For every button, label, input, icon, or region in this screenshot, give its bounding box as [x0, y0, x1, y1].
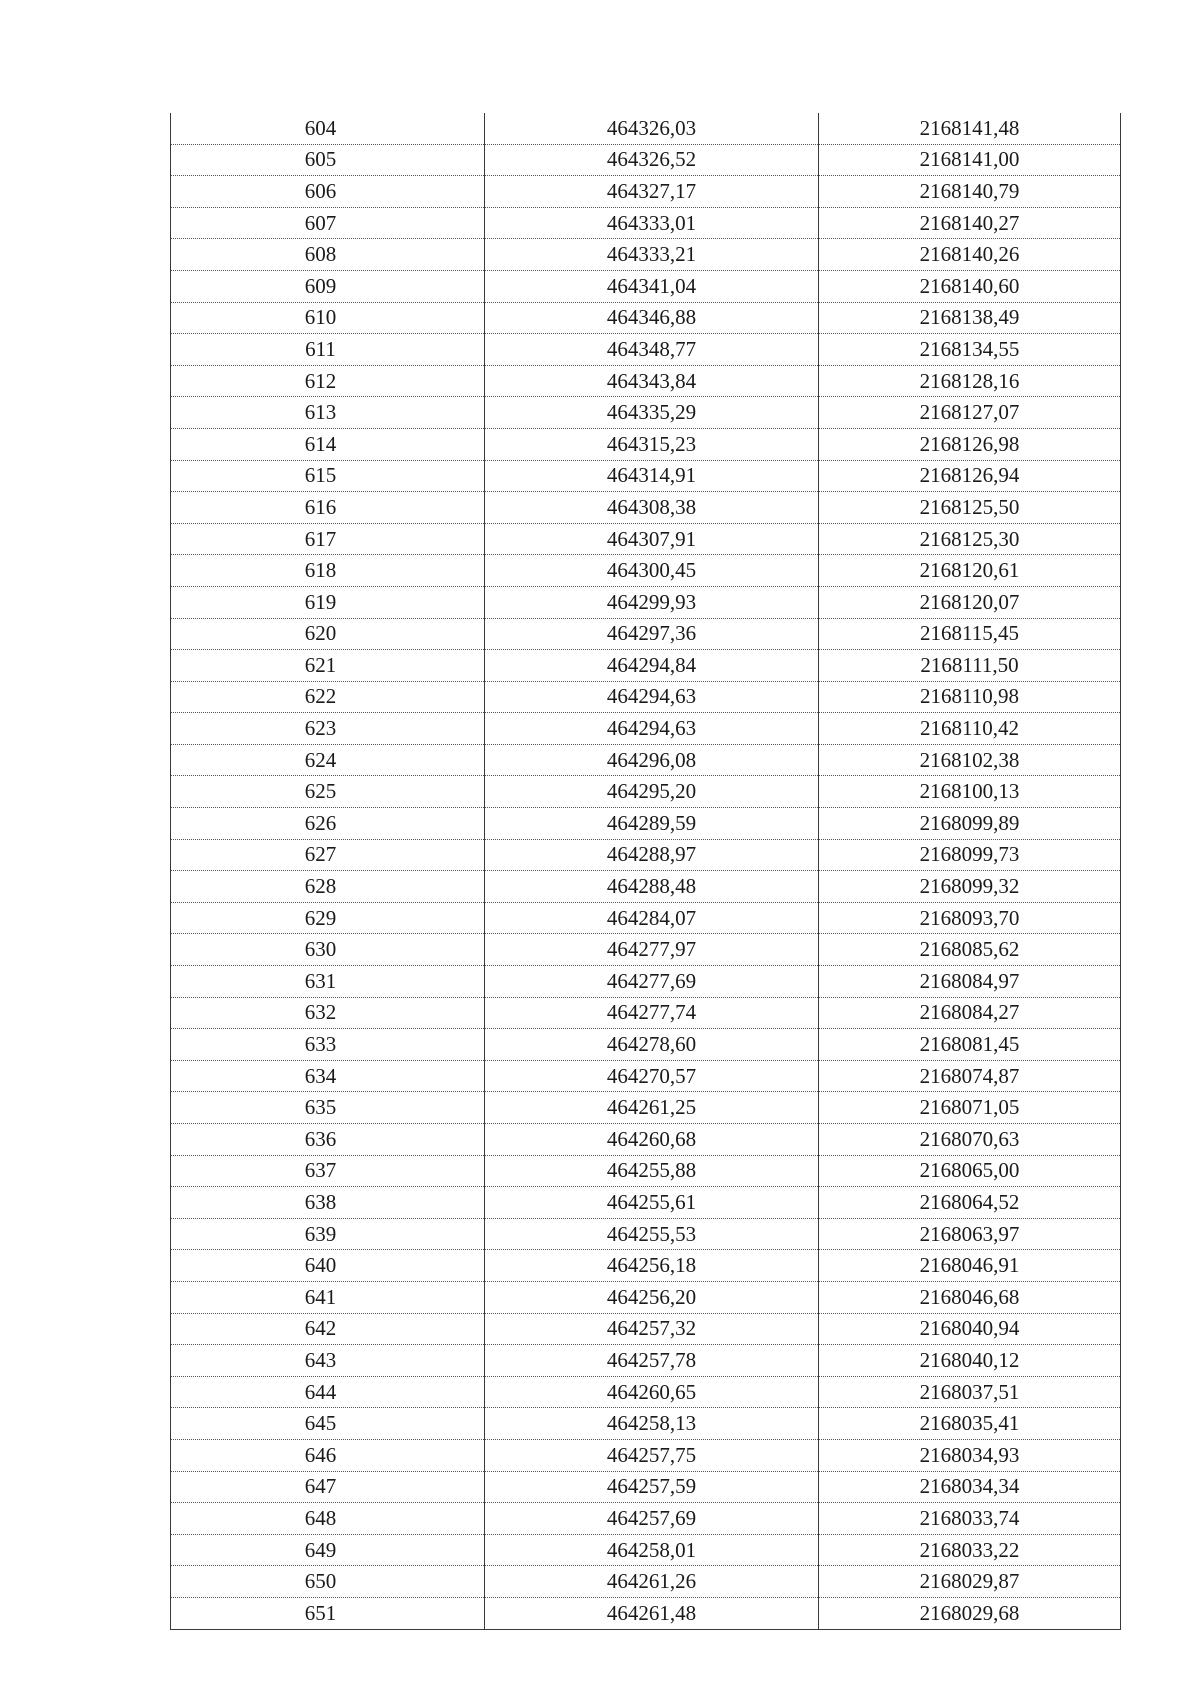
point-number-cell: 629 — [171, 902, 485, 934]
table-row — [171, 492, 1121, 524]
y-coordinate-cell: 2168046,91 — [819, 1250, 1121, 1282]
x-coordinate-cell: 464294,63 — [485, 713, 819, 745]
table-row — [171, 365, 1121, 397]
y-coordinate-cell: 2168120,07 — [819, 586, 1121, 618]
table-row — [171, 1281, 1121, 1313]
point-number-cell: 621 — [171, 650, 485, 682]
table-row — [171, 207, 1121, 239]
x-coordinate-cell: 464297,36 — [485, 618, 819, 650]
x-coordinate-cell: 464326,03 — [485, 113, 819, 144]
y-coordinate-cell: 2168126,94 — [819, 460, 1121, 492]
y-coordinate-cell: 2168127,07 — [819, 397, 1121, 429]
x-coordinate-cell: 464314,91 — [485, 460, 819, 492]
y-coordinate-cell: 2168140,79 — [819, 176, 1121, 208]
y-coordinate-cell: 2168033,22 — [819, 1534, 1121, 1566]
x-coordinate-cell: 464289,59 — [485, 808, 819, 840]
point-number-cell: 625 — [171, 776, 485, 808]
y-coordinate-cell: 2168111,50 — [819, 650, 1121, 682]
point-number-cell: 649 — [171, 1534, 485, 1566]
y-coordinate-cell: 2168110,98 — [819, 681, 1121, 713]
point-number-cell: 636 — [171, 1124, 485, 1156]
y-coordinate-cell: 2168035,41 — [819, 1408, 1121, 1440]
table-row — [171, 1471, 1121, 1503]
point-number-cell: 615 — [171, 460, 485, 492]
x-coordinate-cell: 464288,48 — [485, 871, 819, 903]
table-row — [171, 1534, 1121, 1566]
table-row — [171, 428, 1121, 460]
x-coordinate-cell: 464294,84 — [485, 650, 819, 682]
x-coordinate-cell: 464343,84 — [485, 365, 819, 397]
coordinates-table — [170, 113, 1121, 1630]
point-number-cell: 638 — [171, 1187, 485, 1219]
y-coordinate-cell: 2168040,94 — [819, 1313, 1121, 1345]
y-coordinate-cell: 2168140,26 — [819, 239, 1121, 271]
table-row — [171, 1250, 1121, 1282]
table-row — [171, 902, 1121, 934]
table-row — [171, 397, 1121, 429]
point-number-cell: 612 — [171, 365, 485, 397]
point-number-cell: 607 — [171, 207, 485, 239]
x-coordinate-cell: 464335,29 — [485, 397, 819, 429]
y-coordinate-cell: 2168085,62 — [819, 934, 1121, 966]
table-row — [171, 270, 1121, 302]
point-number-cell: 646 — [171, 1439, 485, 1471]
table-row — [171, 1218, 1121, 1250]
point-number-cell: 609 — [171, 270, 485, 302]
y-coordinate-cell: 2168099,32 — [819, 871, 1121, 903]
y-coordinate-cell: 2168141,00 — [819, 144, 1121, 176]
x-coordinate-cell: 464270,57 — [485, 1060, 819, 1092]
y-coordinate-cell: 2168034,93 — [819, 1439, 1121, 1471]
table-row — [171, 1503, 1121, 1535]
x-coordinate-cell: 464300,45 — [485, 555, 819, 587]
x-coordinate-cell: 464260,68 — [485, 1124, 819, 1156]
point-number-cell: 641 — [171, 1281, 485, 1313]
point-number-cell: 622 — [171, 681, 485, 713]
coordinates-table-body — [171, 113, 1121, 1629]
y-coordinate-cell: 2168070,63 — [819, 1124, 1121, 1156]
y-coordinate-cell: 2168125,50 — [819, 492, 1121, 524]
x-coordinate-cell: 464255,61 — [485, 1187, 819, 1219]
y-coordinate-cell: 2168126,98 — [819, 428, 1121, 460]
table-row — [171, 1029, 1121, 1061]
x-coordinate-cell: 464260,65 — [485, 1376, 819, 1408]
point-number-cell: 611 — [171, 334, 485, 366]
y-coordinate-cell: 2168040,12 — [819, 1345, 1121, 1377]
x-coordinate-cell: 464346,88 — [485, 302, 819, 334]
table-row — [171, 839, 1121, 871]
y-coordinate-cell: 2168029,87 — [819, 1566, 1121, 1598]
x-coordinate-cell: 464256,18 — [485, 1250, 819, 1282]
x-coordinate-cell: 464261,48 — [485, 1597, 819, 1629]
table-row — [171, 176, 1121, 208]
y-coordinate-cell: 2168084,27 — [819, 997, 1121, 1029]
y-coordinate-cell: 2168102,38 — [819, 744, 1121, 776]
x-coordinate-cell: 464257,69 — [485, 1503, 819, 1535]
y-coordinate-cell: 2168065,00 — [819, 1155, 1121, 1187]
y-coordinate-cell: 2168115,45 — [819, 618, 1121, 650]
point-number-cell: 626 — [171, 808, 485, 840]
x-coordinate-cell: 464277,97 — [485, 934, 819, 966]
x-coordinate-cell: 464257,78 — [485, 1345, 819, 1377]
y-coordinate-cell: 2168037,51 — [819, 1376, 1121, 1408]
table-row — [171, 1345, 1121, 1377]
x-coordinate-cell: 464315,23 — [485, 428, 819, 460]
y-coordinate-cell: 2168029,68 — [819, 1597, 1121, 1629]
point-number-cell: 639 — [171, 1218, 485, 1250]
point-number-cell: 624 — [171, 744, 485, 776]
table-row — [171, 1597, 1121, 1629]
table-row — [171, 1092, 1121, 1124]
y-coordinate-cell: 2168064,52 — [819, 1187, 1121, 1219]
table-row — [171, 460, 1121, 492]
x-coordinate-cell: 464333,01 — [485, 207, 819, 239]
x-coordinate-cell: 464294,63 — [485, 681, 819, 713]
x-coordinate-cell: 464261,25 — [485, 1092, 819, 1124]
point-number-cell: 619 — [171, 586, 485, 618]
y-coordinate-cell: 2168063,97 — [819, 1218, 1121, 1250]
table-row — [171, 1060, 1121, 1092]
point-number-cell: 623 — [171, 713, 485, 745]
table-row — [171, 1566, 1121, 1598]
y-coordinate-cell: 2168110,42 — [819, 713, 1121, 745]
point-number-cell: 613 — [171, 397, 485, 429]
x-coordinate-cell: 464299,93 — [485, 586, 819, 618]
table-row — [171, 1124, 1121, 1156]
table-row — [171, 113, 1121, 144]
table-row — [171, 744, 1121, 776]
x-coordinate-cell: 464277,69 — [485, 966, 819, 998]
y-coordinate-cell: 2168099,89 — [819, 808, 1121, 840]
x-coordinate-cell: 464308,38 — [485, 492, 819, 524]
y-coordinate-cell: 2168046,68 — [819, 1281, 1121, 1313]
table-row — [171, 334, 1121, 366]
point-number-cell: 617 — [171, 523, 485, 555]
table-row — [171, 871, 1121, 903]
table-row — [171, 776, 1121, 808]
point-number-cell: 630 — [171, 934, 485, 966]
y-coordinate-cell: 2168074,87 — [819, 1060, 1121, 1092]
x-coordinate-cell: 464261,26 — [485, 1566, 819, 1598]
point-number-cell: 614 — [171, 428, 485, 460]
table-row — [171, 934, 1121, 966]
x-coordinate-cell: 464278,60 — [485, 1029, 819, 1061]
point-number-cell: 648 — [171, 1503, 485, 1535]
point-number-cell: 628 — [171, 871, 485, 903]
x-coordinate-cell: 464341,04 — [485, 270, 819, 302]
y-coordinate-cell: 2168134,55 — [819, 334, 1121, 366]
table-row — [171, 681, 1121, 713]
table-row — [171, 966, 1121, 998]
table-row — [171, 713, 1121, 745]
x-coordinate-cell: 464258,01 — [485, 1534, 819, 1566]
x-coordinate-cell: 464327,17 — [485, 176, 819, 208]
y-coordinate-cell: 2168100,13 — [819, 776, 1121, 808]
x-coordinate-cell: 464296,08 — [485, 744, 819, 776]
table-row — [171, 586, 1121, 618]
x-coordinate-cell: 464256,20 — [485, 1281, 819, 1313]
point-number-cell: 643 — [171, 1345, 485, 1377]
x-coordinate-cell: 464284,07 — [485, 902, 819, 934]
x-coordinate-cell: 464257,32 — [485, 1313, 819, 1345]
x-coordinate-cell: 464255,88 — [485, 1155, 819, 1187]
y-coordinate-cell: 2168084,97 — [819, 966, 1121, 998]
table-row — [171, 302, 1121, 334]
table-row — [171, 1155, 1121, 1187]
point-number-cell: 632 — [171, 997, 485, 1029]
x-coordinate-cell: 464348,77 — [485, 334, 819, 366]
point-number-cell: 634 — [171, 1060, 485, 1092]
x-coordinate-cell: 464333,21 — [485, 239, 819, 271]
point-number-cell: 616 — [171, 492, 485, 524]
table-row — [171, 555, 1121, 587]
point-number-cell: 618 — [171, 555, 485, 587]
point-number-cell: 610 — [171, 302, 485, 334]
x-coordinate-cell: 464257,59 — [485, 1471, 819, 1503]
table-row — [171, 618, 1121, 650]
x-coordinate-cell: 464295,20 — [485, 776, 819, 808]
y-coordinate-cell: 2168099,73 — [819, 839, 1121, 871]
table-row — [171, 1408, 1121, 1440]
point-number-cell: 627 — [171, 839, 485, 871]
y-coordinate-cell: 2168093,70 — [819, 902, 1121, 934]
y-coordinate-cell: 2168033,74 — [819, 1503, 1121, 1535]
point-number-cell: 620 — [171, 618, 485, 650]
x-coordinate-cell: 464255,53 — [485, 1218, 819, 1250]
point-number-cell: 606 — [171, 176, 485, 208]
point-number-cell: 650 — [171, 1566, 485, 1598]
table-row — [171, 144, 1121, 176]
point-number-cell: 647 — [171, 1471, 485, 1503]
x-coordinate-cell: 464277,74 — [485, 997, 819, 1029]
x-coordinate-cell: 464307,91 — [485, 523, 819, 555]
point-number-cell: 644 — [171, 1376, 485, 1408]
x-coordinate-cell: 464288,97 — [485, 839, 819, 871]
point-number-cell: 608 — [171, 239, 485, 271]
y-coordinate-cell: 2168120,61 — [819, 555, 1121, 587]
x-coordinate-cell: 464326,52 — [485, 144, 819, 176]
point-number-cell: 604 — [171, 113, 485, 144]
point-number-cell: 633 — [171, 1029, 485, 1061]
table-row — [171, 239, 1121, 271]
table-row — [171, 1439, 1121, 1471]
x-coordinate-cell: 464257,75 — [485, 1439, 819, 1471]
point-number-cell: 645 — [171, 1408, 485, 1440]
y-coordinate-cell: 2168081,45 — [819, 1029, 1121, 1061]
point-number-cell: 651 — [171, 1597, 485, 1629]
y-coordinate-cell: 2168034,34 — [819, 1471, 1121, 1503]
table-row — [171, 1187, 1121, 1219]
table-row — [171, 523, 1121, 555]
table-row — [171, 997, 1121, 1029]
point-number-cell: 605 — [171, 144, 485, 176]
y-coordinate-cell: 2168138,49 — [819, 302, 1121, 334]
point-number-cell: 631 — [171, 966, 485, 998]
table-row — [171, 1376, 1121, 1408]
table-row — [171, 808, 1121, 840]
x-coordinate-cell: 464258,13 — [485, 1408, 819, 1440]
point-number-cell: 635 — [171, 1092, 485, 1124]
point-number-cell: 637 — [171, 1155, 485, 1187]
table-row — [171, 1313, 1121, 1345]
y-coordinate-cell: 2168125,30 — [819, 523, 1121, 555]
y-coordinate-cell: 2168128,16 — [819, 365, 1121, 397]
y-coordinate-cell: 2168140,60 — [819, 270, 1121, 302]
point-number-cell: 640 — [171, 1250, 485, 1282]
y-coordinate-cell: 2168141,48 — [819, 113, 1121, 144]
y-coordinate-cell: 2168071,05 — [819, 1092, 1121, 1124]
point-number-cell: 642 — [171, 1313, 485, 1345]
table-row — [171, 650, 1121, 682]
y-coordinate-cell: 2168140,27 — [819, 207, 1121, 239]
